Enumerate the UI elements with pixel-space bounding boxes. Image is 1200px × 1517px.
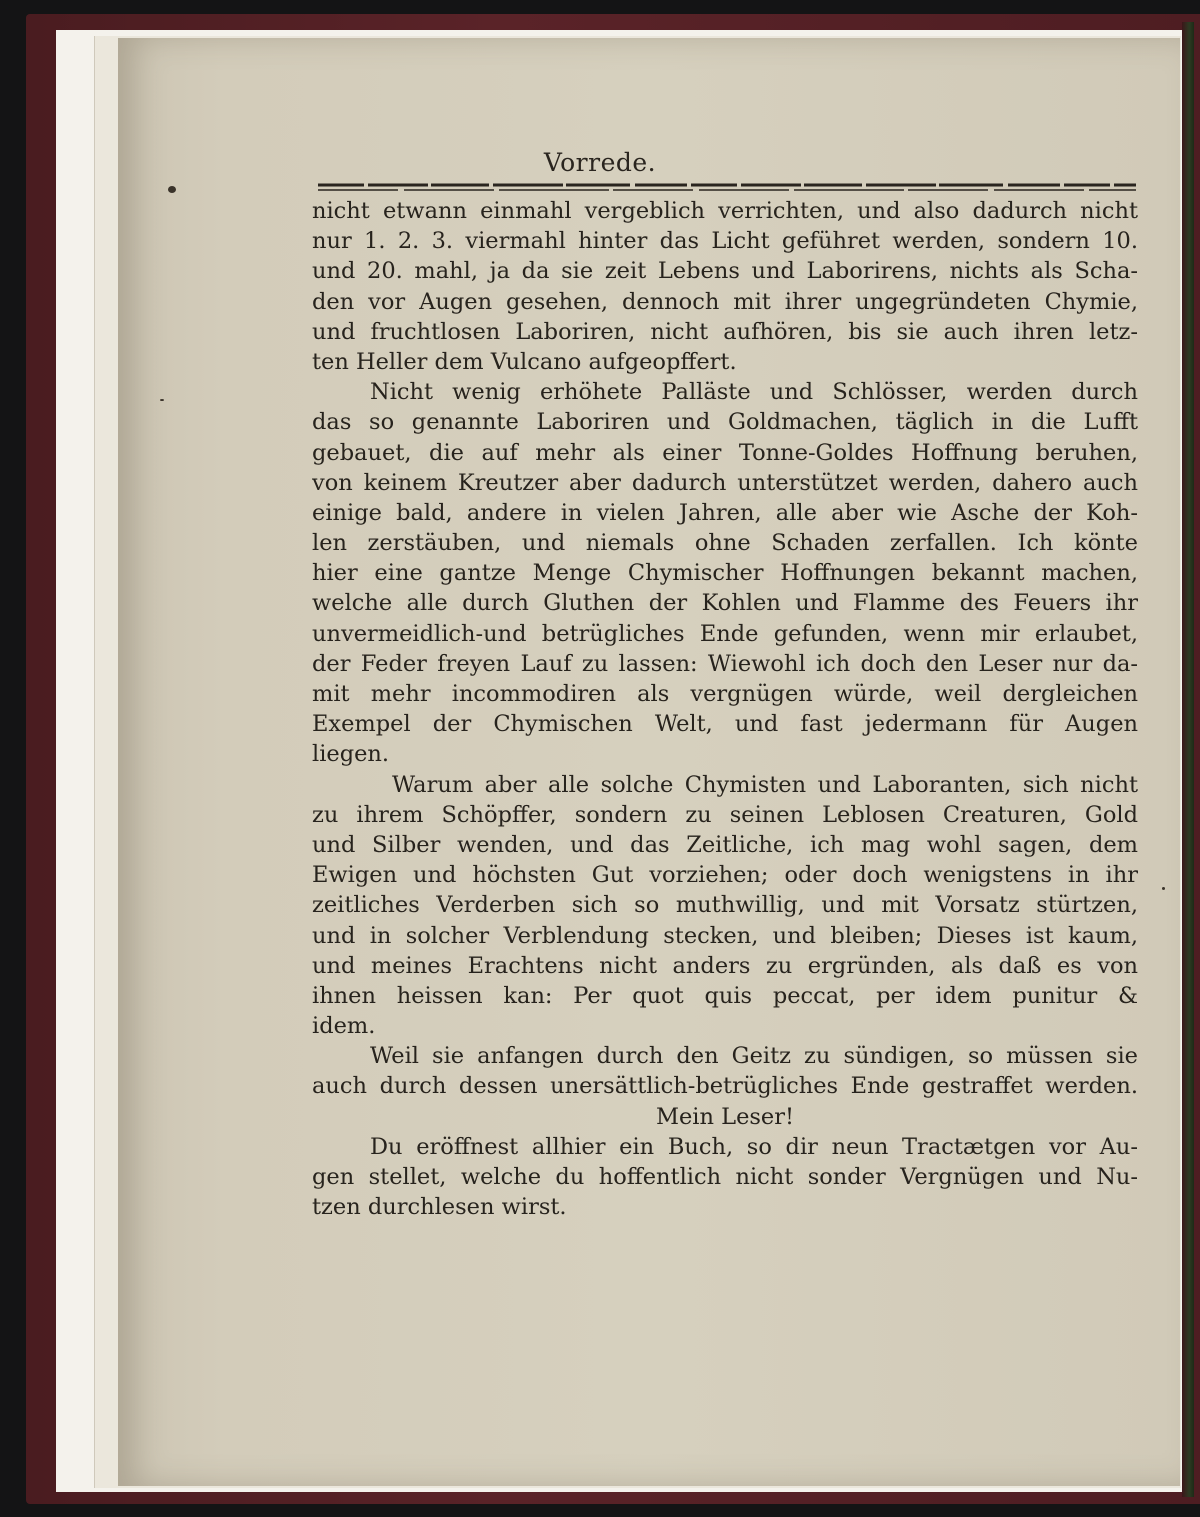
salutation-line: Mein Leser! <box>655 1103 795 1130</box>
text-line: der Feder freyen Lauf zu lassen: Wiewohl ich doch den Leser nur da- <box>312 650 1138 677</box>
text-line: Du eröffnest allhier ein Buch, so dir neun Tractætgen vor Au- <box>370 1133 1138 1160</box>
text-line: Weil sie anfangen durch den Geitz zu sündigen, so müssen sie <box>370 1043 1138 1070</box>
text-line: und 20. mahl, ja da sie zeit Lebens und Laborirens, nichts als Scha- <box>312 258 1138 285</box>
cover-edge <box>1182 22 1194 1497</box>
text-line: ihnen heissen kan: Per quot quis peccat, per idem punitur & <box>312 982 1138 1009</box>
text-line: gebauet, die auf mehr als einer Tonne-Goldes Hoffnung beruhen, <box>312 439 1138 466</box>
text-line: zeitliches Verderben sich so muthwillig, und mit Vorsatz stürtzen, <box>312 892 1138 919</box>
page-body <box>312 196 1138 1222</box>
text-line: den vor Augen gesehen, dennoch mit ihrer ungegründeten Chymie, <box>312 288 1138 315</box>
text-line: nicht etwann einmahl vergeblich verrichten, und also dadurch nicht <box>312 198 1138 224</box>
text-line: Nicht wenig erhöhete Palläste und Schlösser, werden durch <box>370 379 1138 406</box>
text-line: liegen. <box>312 741 390 768</box>
text-line: zu ihrem Schöpffer, sondern zu seinen Leblosen Creaturen, Gold <box>312 801 1138 828</box>
text-line: Exempel der Chymischen Welt, und fast jedermann für Augen <box>312 711 1138 738</box>
text-line: ten Heller dem Vulcano aufgeopffert. <box>312 348 737 375</box>
text-line: idem. <box>312 1013 376 1040</box>
text-line: das so genannte Laboriren und Goldmachen, täglich in die Lufft <box>312 409 1138 436</box>
ink-speck <box>160 399 164 401</box>
text-line: auch durch dessen unersättlich-betrügliches Ende gestraffet werden. <box>312 1073 1138 1100</box>
header-rule <box>318 181 1136 195</box>
text-line: tzen durchlesen wirst. <box>312 1194 567 1221</box>
text-line: hier eine gantze Menge Chymischer Hoffnungen bekannt machen, <box>312 560 1138 587</box>
text-line: von keinem Kreutzer aber dadurch unterstützet werden, dahero auch <box>312 469 1138 496</box>
text-line: und Silber wenden, und das Zeitliche, ich mag wohl sagen, dem <box>312 831 1138 858</box>
ink-speck <box>1162 887 1165 890</box>
text-line: Warum aber alle solche Chymisten und Laboranten, sich nicht <box>392 771 1138 798</box>
ink-speck <box>168 186 176 193</box>
text-line: len zerstäuben, und niemals ohne Schaden zerfallen. Ich könte <box>312 530 1138 557</box>
text-line: und fruchtlosen Laboriren, nicht aufhören, bis sie auch ihren letz- <box>312 318 1138 345</box>
text-line: welche alle durch Gluthen der Kohlen und Flamme des Feuers ihr <box>312 590 1138 617</box>
text-line: nur 1. 2. 3. viermahl hinter das Licht geführet werden, sondern 10. <box>312 228 1138 255</box>
text-line: einige bald, andere in vielen Jahren, alle aber wie Asche der Koh- <box>312 499 1138 526</box>
text-line: und in solcher Verblendung stecken, und bleiben; Dieses ist kaum, <box>312 922 1138 949</box>
text-line: unvermeidlich-und betrügliches Ende gefunden, wenn mir erlaubet, <box>312 620 1138 647</box>
text-line: mit mehr incommodiren als vergnügen würde, weil dergleichen <box>312 681 1138 707</box>
text-line: Ewigen und höchsten Gut vorziehen; oder doch wenigstens in ihr <box>312 862 1138 889</box>
running-head: Vorrede. <box>543 148 657 177</box>
text-line: gen stellet, welche du hoffentlich nicht sonder Vergnügen und Nu- <box>312 1164 1138 1190</box>
text-line: und meines Erachtens nicht anders zu ergründen, als daß es von <box>312 952 1138 979</box>
